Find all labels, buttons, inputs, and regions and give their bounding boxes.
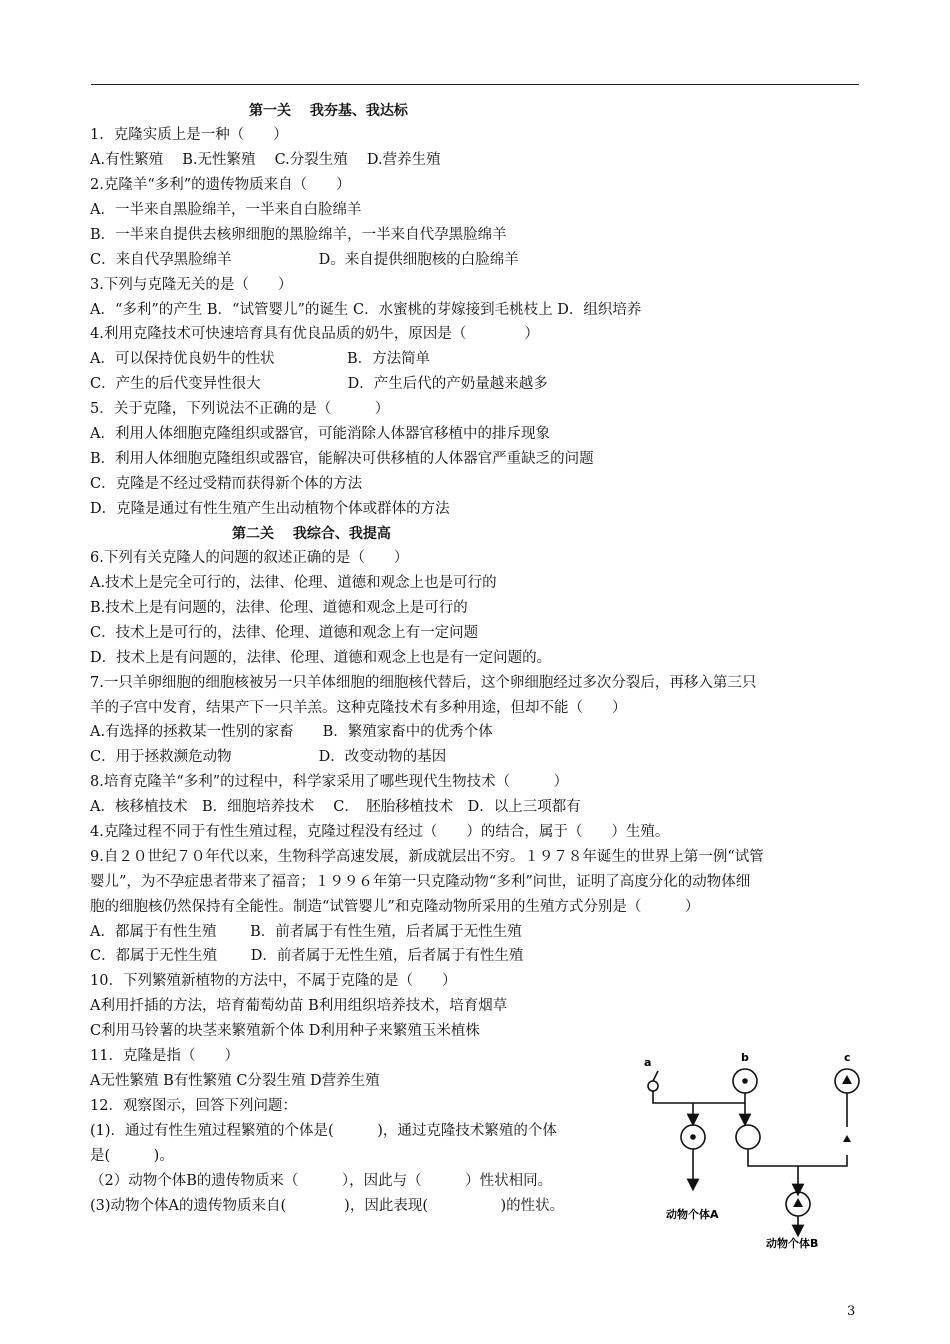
- question-line: C利用马铃薯的块茎来繁殖新个体 D利用种子来繁殖玉米植株: [90, 1023, 480, 1039]
- question-line: A.技术上是完全可行的，法律、伦理、道德和观念上也是可行的: [90, 575, 497, 591]
- question-line: 10．下列繁殖新植物的方法中，不属于克隆的是（ ）: [90, 973, 457, 989]
- question-line: 胞的细胞核仍然保持有全能性。制造“试管婴儿”和克隆动物所采用的生殖方式分别是（ ）: [90, 899, 700, 915]
- question-line: B．利用人体细胞克隆组织或器官，能解决可供移植的人体器官严重缺乏的问题: [90, 451, 594, 467]
- sperm-tail: [653, 1071, 658, 1081]
- question-line: C．来自代孕黑脸绵羊 D。来自提供细胞核的白脸绵羊: [90, 252, 519, 268]
- question-line: A．利用人体细胞克隆组织或器官，可能消除人体器官移植中的排斥现象: [90, 426, 550, 442]
- nucleus-triangle: [842, 1075, 852, 1084]
- question-line: B．一半来自提供去核卵细胞的黑脸绵羊，一半来自代孕黑脸绵羊: [90, 227, 507, 243]
- section-title-1: 第一关 我夯基、我达标: [249, 103, 408, 119]
- header-rule: [91, 84, 859, 85]
- question-line: （2）动物个体B的遗传物质来（ ），因此与（ ）性状相同。: [90, 1173, 553, 1189]
- question-line: A．都属于有性生殖 B．前者属于有性生殖，后者属于无性生殖: [90, 924, 522, 940]
- question-line: 7.一只羊卵细胞的细胞核被另一只羊体细胞的细胞核代替后，这个卵细胞经过多次分裂后，再移入第三只: [90, 675, 757, 691]
- question-line: 12．观察图示，回答下列问题：: [90, 1098, 297, 1114]
- question-line: A．核移植技术 B．细胞培养技术 C． 胚胎移植技术 D．以上三项都有: [90, 799, 581, 815]
- question-line: A.有选择的拯救某一性别的家畜 B．繁殖家畜中的优秀个体: [90, 724, 493, 740]
- label-animal-b: 动物个体B: [766, 1237, 819, 1250]
- question-line: A.有性繁殖 B.无性繁殖 C.分裂生殖 D.营养生殖: [90, 152, 441, 168]
- question-line: (1)．通过有性生殖过程繁殖的个体是( )，通过克隆技术繁殖的个体: [90, 1123, 557, 1139]
- question-line: 9.自２０世纪７０年代以来，生物科学高速发展，新成就层出不穷。１９７８年诞生的世界上第一例“试管: [90, 849, 764, 865]
- nucleus-triangle: [793, 1198, 803, 1207]
- question-line: C．用于拯救濒危动物 D．改变动物的基因: [90, 749, 447, 765]
- question-line: A．一半来自黑脸绵羊，一半来自白脸绵羊: [90, 202, 362, 218]
- connector: [653, 1091, 745, 1103]
- question-line: B.技术上是有问题的，法律、伦理、道德和观念上是可行的: [90, 600, 468, 616]
- cloning-diagram: [630, 1045, 890, 1255]
- question-line: (3)动物个体A的遗传物质来自( )，因此表现( )的性状。: [90, 1198, 565, 1214]
- question-line: 2.克隆羊“多利”的遗传物质来自（ ）: [90, 177, 351, 193]
- zygote-nucleus: [691, 1135, 695, 1139]
- question-line: D．克隆是通过有性生殖产生出动植物个体或群体的方法: [90, 501, 450, 517]
- question-line: A无性繁殖 B有性繁殖 C分裂生殖 D营养生殖: [90, 1073, 380, 1089]
- question-line: 11．克隆是指（ ）: [90, 1048, 239, 1064]
- label-a: a: [644, 1056, 652, 1069]
- question-line: 1．克隆实质上是一种（ ）: [90, 127, 288, 143]
- question-line: 婴儿”，为不孕症患者带来了福音；１９９６年第一只克隆动物“多利”问世，证明了高度分化的动物体细: [90, 874, 751, 890]
- section-title-2: 第二关 我综合、我提高: [232, 526, 391, 542]
- question-line: C．技术上是可行的，法律、伦理、道德和观念上有一定问题: [90, 625, 479, 641]
- nucleus-triangle: [843, 1135, 851, 1142]
- question-line: 4.利用克隆技术可快速培育具有优良品质的奶牛，原因是（ ）: [90, 326, 539, 342]
- question-line: 4.克隆过程不同于有性生殖过程，克隆过程没有经过（ ）的结合，属于（ ）生殖。: [90, 824, 670, 840]
- egg-nucleus: [743, 1079, 747, 1083]
- question-line: C．克隆是不经过受精而获得新个体的方法: [90, 476, 363, 492]
- question-line: 5．关于克隆，下列说法不正确的是（ ）: [90, 401, 390, 417]
- question-line: D．技术上是有问题的，法律、伦理、道德和观念上也是有一定问题的。: [90, 650, 552, 666]
- question-line: A．“多利”的产生 B．“试管婴儿”的诞生 C．水蜜桃的芽嫁接到毛桃枝上 D．组织培养: [90, 302, 642, 318]
- label-animal-a: 动物个体A: [666, 1208, 719, 1221]
- question-line: A．可以保持优良奶牛的性状 B．方法简单: [90, 351, 431, 367]
- sperm-cell-a: [648, 1081, 658, 1091]
- label-c: c: [844, 1051, 851, 1064]
- question-line: A利用扦插的方法，培育葡萄幼苗 B利用组织培养技术，培育烟草: [90, 998, 508, 1014]
- question-line: 6.下列有关克隆人的问题的叙述正确的是（ ）: [90, 550, 409, 566]
- question-line: 是( )。: [90, 1148, 174, 1164]
- connector: [748, 1149, 847, 1166]
- question-line: 羊的子宫中发育，结果产下一只羊羔。这种克隆技术有多种用途，但却不能（ ）: [90, 700, 627, 716]
- page-number: 3: [847, 1304, 856, 1319]
- question-line: C．产生的后代变异性很大 D．产生后代的产奶量越来越多: [90, 376, 548, 392]
- question-line: 8.培育克隆羊“多利”的过程中，科学家采用了哪些现代生物技术（ ）: [90, 774, 569, 790]
- question-line: 3.下列与克隆无关的是（ ）: [90, 277, 293, 293]
- label-b: b: [741, 1051, 749, 1064]
- enucleated-egg: [736, 1125, 760, 1149]
- question-line: C．都属于无性生殖 D．前者属于无性生殖，后者属于有性生殖: [90, 948, 524, 964]
